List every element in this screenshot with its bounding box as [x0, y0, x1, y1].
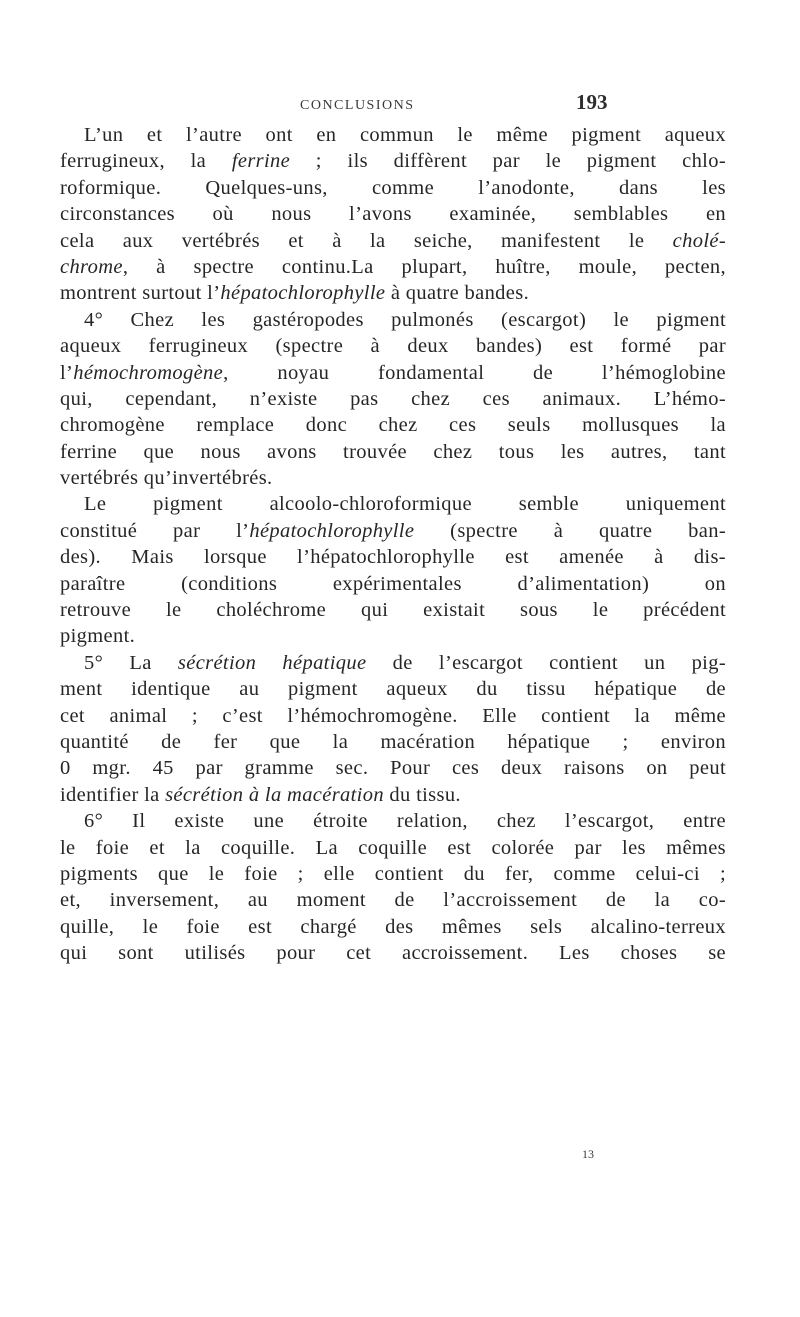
text-run: (spectre à quatre ban-: [414, 519, 726, 542]
text-run: vertébrés qu’invertébrés.: [60, 467, 273, 490]
text-run: cet animal ; c’est l’hémochromogène. Elle contient la même: [60, 704, 726, 727]
body-text: [60, 122, 726, 967]
text-line: [60, 808, 726, 834]
text-line: [60, 307, 726, 333]
text-line: [60, 412, 726, 438]
text-run: identifier la: [60, 783, 166, 806]
text-run: du tissu.: [383, 783, 461, 806]
running-title: CONCLUSIONS: [300, 98, 415, 113]
text-run: ment identique au pigment aqueux du tissu hépatique de: [60, 678, 726, 701]
text-line: [60, 597, 726, 623]
text-line: [60, 175, 726, 201]
text-run: quille, le foie est chargé des mêmes sels alcalino-terreux: [60, 915, 726, 938]
text-run: ferrine que nous avons trouvée chez tous les autres, tant: [60, 440, 726, 463]
text-run: pigments que le foie ; elle contient du fer, comme celui-ci ;: [60, 862, 726, 885]
text-run: 0 mgr. 45 par gramme sec. Pour ces deux raisons on peut: [60, 757, 726, 780]
italic-term: hémochromogène: [73, 361, 224, 384]
page-number: 193: [576, 90, 608, 114]
text-line: [60, 122, 726, 148]
text-run: le foie et la coquille. La coquille est colorée par les mêmes: [60, 836, 726, 859]
text-run: 5° La: [84, 651, 178, 674]
running-head: [0, 90, 800, 120]
italic-term: chrome: [60, 255, 123, 278]
text-line: [60, 544, 726, 570]
text-line: [60, 755, 726, 781]
text-run: de l’escargot contient un pig-: [366, 651, 726, 674]
text-line: [60, 861, 726, 887]
text-run: 4° Chez les gastéropodes pulmonés (escargot) le pigment: [84, 308, 726, 331]
italic-term: hépatochlorophylle: [249, 519, 415, 542]
text-run: circonstances où nous l’avons examinée, semblables en: [60, 203, 726, 226]
italic-term: ferrine: [231, 150, 291, 173]
text-run: l’: [60, 361, 74, 384]
text-run: retrouve le choléchrome qui existait sous le précédent: [60, 599, 726, 622]
signature-mark: 13: [582, 1147, 594, 1161]
italic-term: sécrétion hépatique: [177, 651, 367, 674]
text-run: chromogène remplace donc chez ces seuls mollusques la: [60, 414, 726, 437]
text-line: [60, 676, 726, 702]
text-line: [60, 887, 726, 913]
text-line: [60, 360, 726, 386]
text-run: paraître (conditions expérimentales d’alimentation) on: [60, 572, 726, 595]
text-line: [60, 148, 726, 174]
text-run: , noyau fondamental de l’hémoglobine: [223, 361, 726, 384]
text-line: [60, 491, 726, 517]
text-run: montrent surtout l’: [60, 282, 221, 305]
italic-term: hépatochlorophylle: [220, 282, 386, 305]
italic-term: cholé-: [672, 229, 726, 252]
text-run: et, inversement, au moment de l’accroissement de la co-: [60, 889, 726, 912]
text-run: roformique. Quelques-uns, comme l’anodonte, dans les: [60, 176, 726, 199]
text-line: [60, 940, 726, 966]
text-line: [60, 650, 726, 676]
text-run: qui sont utilisés pour cet accroissement. Les choses se: [60, 942, 726, 965]
text-run: pigment.: [60, 625, 136, 648]
text-run: constitué par l’: [60, 519, 250, 542]
text-run: 6° Il existe une étroite relation, chez l’escargot, entre: [84, 810, 726, 833]
text-line: [60, 623, 726, 649]
text-run: ; ils diffèrent par le pigment chlo-: [290, 150, 726, 173]
text-line: [60, 439, 726, 465]
text-run: L’un et l’autre ont en commun le même pigment aqueux: [84, 124, 726, 146]
text-line: [60, 201, 726, 227]
text-line: [60, 280, 726, 306]
text-line: [60, 729, 726, 755]
text-line: [60, 228, 726, 254]
text-run: quantité de fer que la macération hépatique ; environ: [60, 730, 726, 753]
text-line: [60, 835, 726, 861]
text-run: des). Mais lorsque l’hépatochlorophylle est amenée à dis-: [60, 546, 726, 569]
text-run: aqueux ferrugineux (spectre à deux bandes) est formé par: [60, 335, 726, 358]
text-line: [60, 254, 726, 280]
italic-term: sécrétion à la macération: [165, 783, 384, 806]
text-line: [60, 333, 726, 359]
text-run: cela aux vertébrés et à la seiche, manifestent le: [60, 229, 673, 252]
text-line: [60, 518, 726, 544]
text-run: , à spectre continu.La plupart, huître, moule, pecten,: [122, 255, 726, 278]
text-run: Le pigment alcoolo-chloroformique semble uniquement: [84, 493, 726, 516]
text-run: à quatre bandes.: [385, 282, 530, 305]
text-line: [60, 465, 726, 491]
text-line: [60, 914, 726, 940]
text-line: [60, 782, 726, 808]
text-run: ferrugineux, la: [60, 150, 232, 173]
text-line: [60, 386, 726, 412]
text-line: [60, 571, 726, 597]
text-line: [60, 703, 726, 729]
text-run: qui, cependant, n’existe pas chez ces animaux. L’hémo-: [60, 387, 726, 410]
